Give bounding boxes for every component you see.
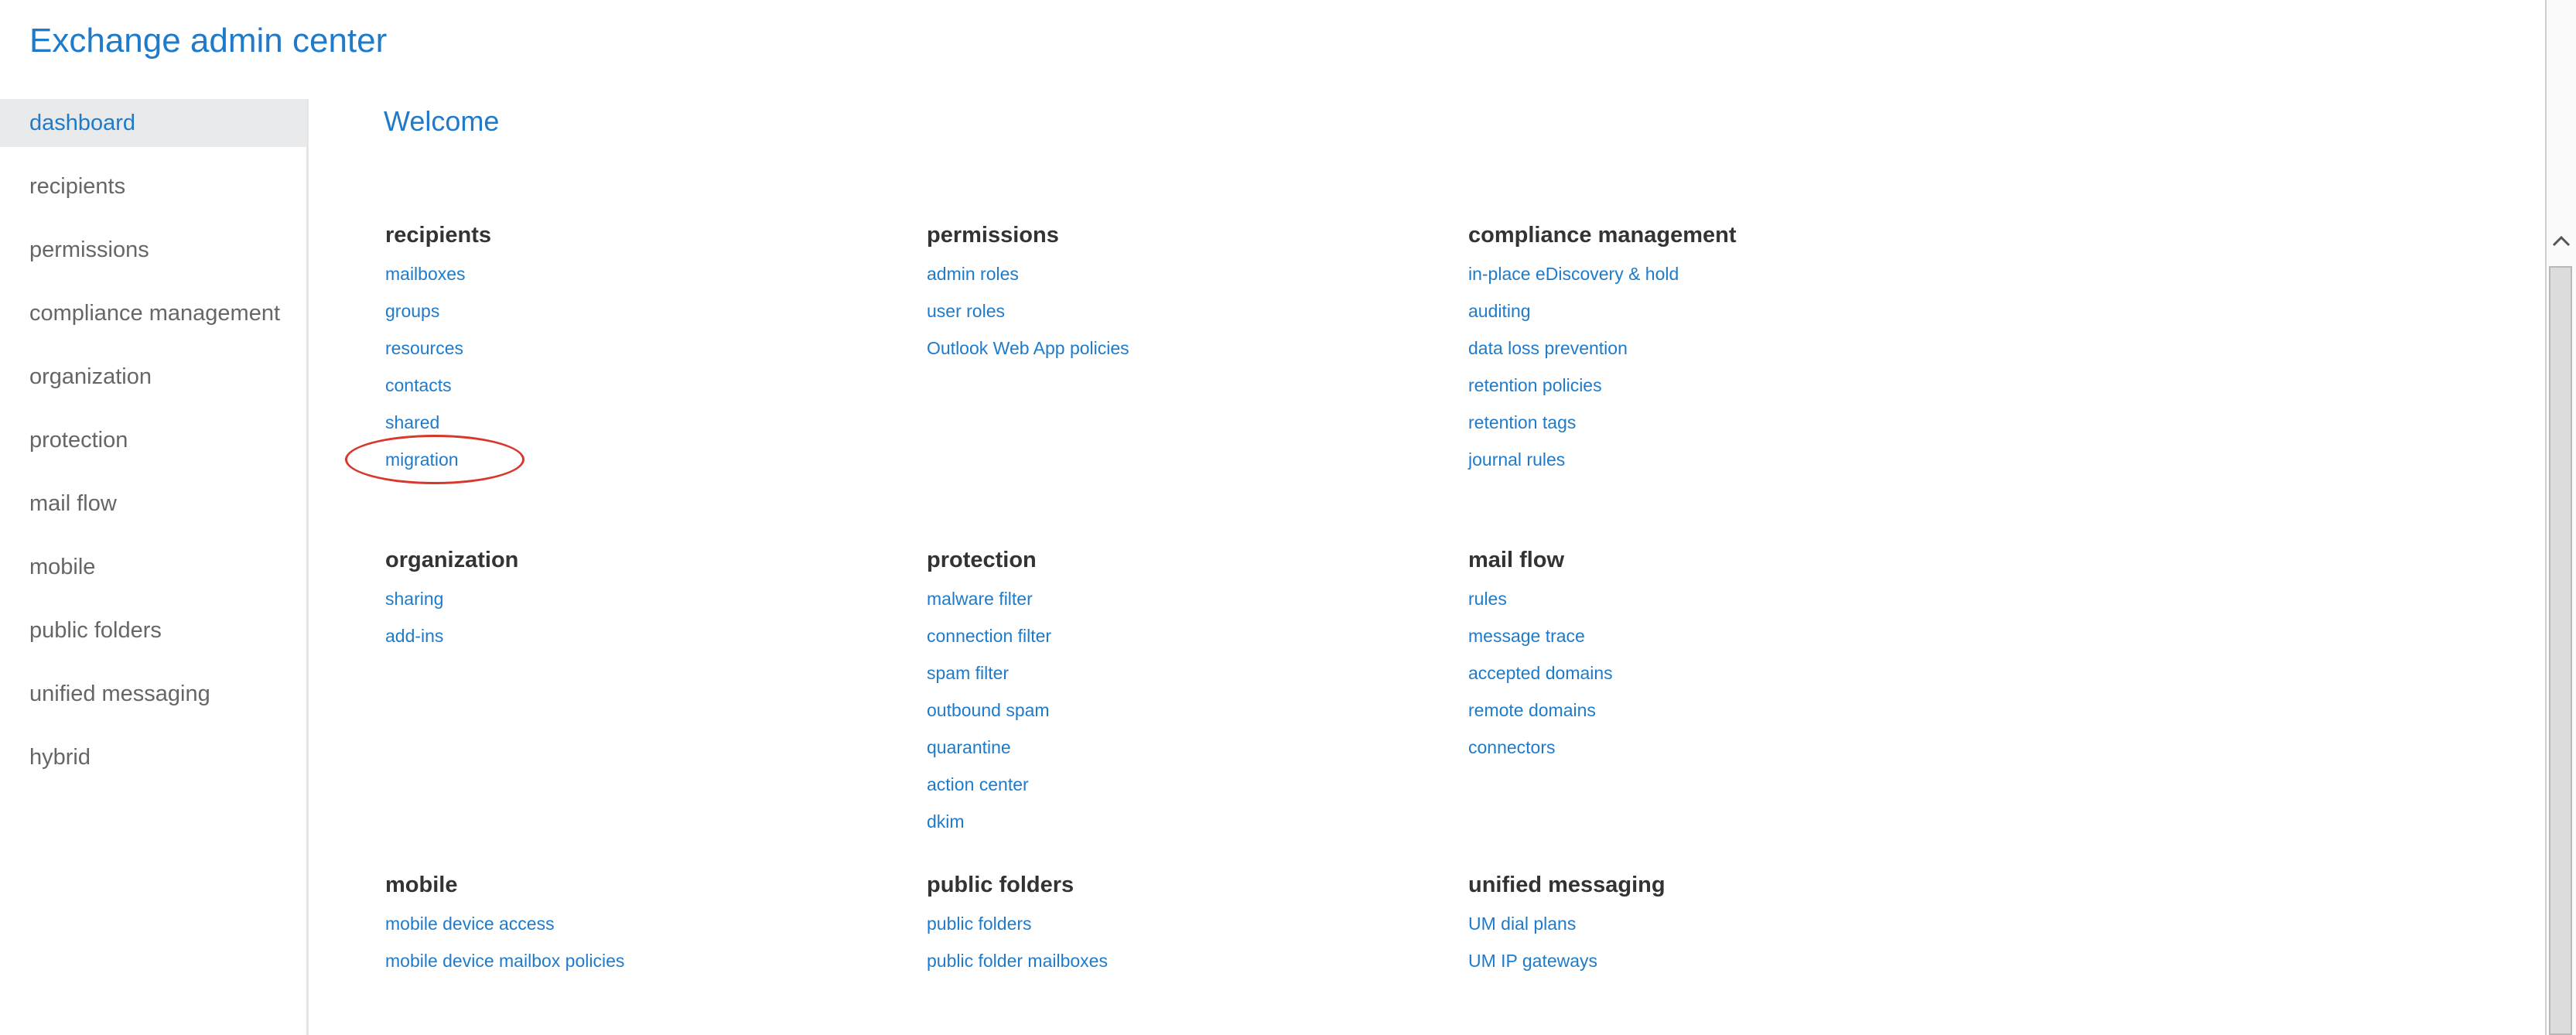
migration-highlight-wrap	[385, 441, 459, 478]
sidebar-item-hybrid[interactable]: hybrid	[29, 745, 91, 770]
link-auditing[interactable]: auditing	[1468, 301, 1531, 321]
chevron-up-icon[interactable]	[2550, 231, 2573, 254]
link-connection-filter[interactable]: connection filter	[927, 626, 1052, 646]
link-mobile-device-mailbox-policies[interactable]: mobile device mailbox policies	[385, 951, 625, 971]
sidebar-item-recipients[interactable]: recipients	[29, 174, 126, 199]
section-protection	[927, 546, 1422, 840]
link-spam-filter[interactable]: spam filter	[927, 663, 1010, 683]
section-permissions	[927, 221, 1422, 367]
link-rules[interactable]: rules	[1468, 589, 1507, 609]
section-title: compliance management	[1468, 223, 1737, 248]
link-outbound-spam[interactable]: outbound spam	[927, 700, 1050, 720]
sidebar-item-permissions[interactable]: permissions	[29, 237, 149, 262]
section-title: recipients	[385, 223, 491, 248]
link-um-dial-plans[interactable]: UM dial plans	[1468, 914, 1577, 934]
link-migration[interactable]: migration	[385, 449, 459, 470]
page-title: Welcome	[384, 105, 500, 137]
sidebar-item-organization[interactable]: organization	[29, 364, 152, 389]
section-organization	[385, 546, 880, 654]
sidebar-item-protection[interactable]: protection	[29, 428, 128, 453]
sidebar-item-mail-flow[interactable]: mail flow	[29, 491, 117, 516]
link-journal-rules[interactable]: journal rules	[1468, 449, 1566, 470]
section-title: permissions	[927, 223, 1059, 248]
link-connectors[interactable]: connectors	[1468, 737, 1556, 757]
sidebar-item-mobile[interactable]: mobile	[29, 555, 96, 579]
section-title: organization	[385, 548, 519, 572]
section-title: public folders	[927, 873, 1074, 897]
link-admin-roles[interactable]: admin roles	[927, 264, 1019, 284]
link-shared[interactable]: shared	[385, 412, 440, 432]
section-public-folders	[927, 871, 1422, 979]
scrollbar-thumb[interactable]	[2549, 266, 2572, 1035]
link-add-ins[interactable]: add-ins	[385, 626, 444, 646]
sidebar	[0, 99, 309, 1035]
section-recipients	[385, 221, 880, 478]
link-um-ip-gateways[interactable]: UM IP gateways	[1468, 951, 1598, 971]
section-title: unified messaging	[1468, 873, 1666, 897]
link-mailboxes[interactable]: mailboxes	[385, 264, 466, 284]
section-mail-flow	[1468, 546, 1963, 766]
link-message-trace[interactable]: message trace	[1468, 626, 1585, 646]
link-public-folder-mailboxes[interactable]: public folder mailboxes	[927, 951, 1108, 971]
link-retention-tags[interactable]: retention tags	[1468, 412, 1577, 432]
link-quarantine[interactable]: quarantine	[927, 737, 1011, 757]
link-dkim[interactable]: dkim	[927, 811, 965, 832]
link-sharing[interactable]: sharing	[385, 589, 444, 609]
link-owa-policies[interactable]: Outlook Web App policies	[927, 338, 1129, 358]
sidebar-item-public-folders[interactable]: public folders	[29, 618, 162, 643]
section-title: mobile	[385, 873, 458, 897]
section-compliance-management	[1468, 221, 1963, 478]
link-ediscovery-hold[interactable]: in-place eDiscovery & hold	[1468, 264, 1679, 284]
link-mobile-device-access[interactable]: mobile device access	[385, 914, 555, 934]
app-title: Exchange admin center	[29, 22, 388, 60]
section-title: mail flow	[1468, 548, 1565, 572]
sidebar-item-unified-messaging[interactable]: unified messaging	[29, 681, 210, 706]
link-resources[interactable]: resources	[385, 338, 463, 358]
section-unified-messaging	[1468, 871, 1963, 979]
link-public-folders[interactable]: public folders	[927, 914, 1032, 934]
section-mobile	[385, 871, 880, 979]
link-groups[interactable]: groups	[385, 301, 440, 321]
sidebar-item-compliance-management[interactable]: compliance management	[29, 301, 281, 326]
link-malware-filter[interactable]: malware filter	[927, 589, 1033, 609]
link-action-center[interactable]: action center	[927, 774, 1029, 794]
sidebar-item-dashboard[interactable]: dashboard	[0, 99, 306, 147]
link-contacts[interactable]: contacts	[385, 375, 452, 395]
link-user-roles[interactable]: user roles	[927, 301, 1005, 321]
link-retention-policies[interactable]: retention policies	[1468, 375, 1602, 395]
vertical-scrollbar[interactable]	[2545, 0, 2576, 1035]
link-data-loss-prevention[interactable]: data loss prevention	[1468, 338, 1628, 358]
link-accepted-domains[interactable]: accepted domains	[1468, 663, 1613, 683]
section-title: protection	[927, 548, 1037, 572]
link-remote-domains[interactable]: remote domains	[1468, 700, 1596, 720]
